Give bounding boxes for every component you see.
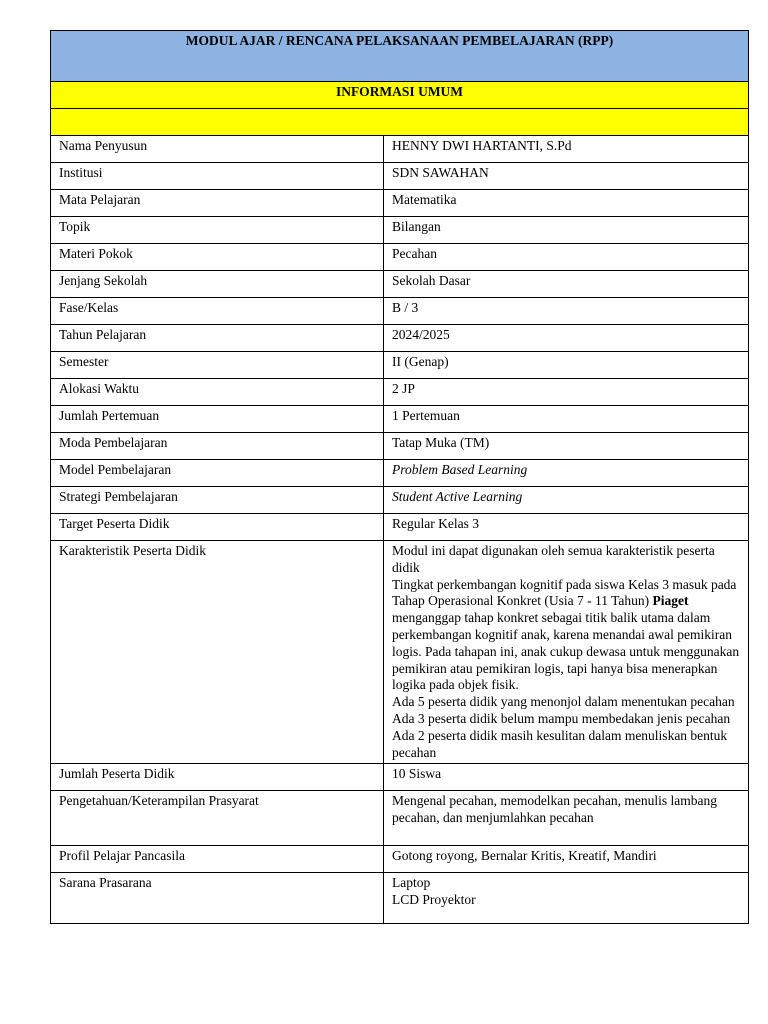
table-row-topik bbox=[51, 217, 749, 244]
document-title: MODUL AJAR / RENCANA PELAKSANAAN PEMBELAJARAN (RPP) bbox=[51, 31, 749, 82]
row-value: Sekolah Dasar bbox=[384, 271, 749, 298]
row-label: Mata Pelajaran bbox=[51, 190, 384, 217]
row-value: Pecahan bbox=[384, 244, 749, 271]
rpp-table bbox=[50, 30, 749, 924]
karakteristik-line-2-pre: Tingkat perkembangan kognitif pada siswa Kelas 3 masuk pada Tahap Operasional Konkret (Usia 7 - 11 Tahun) bbox=[392, 576, 737, 609]
row-value: 2 JP bbox=[384, 379, 749, 406]
table-row-jumlah-pertemuan bbox=[51, 406, 749, 433]
row-value: Tatap Muka (TM) bbox=[384, 433, 749, 460]
table-row-profil-pelajar-pancasila bbox=[51, 846, 749, 873]
table-row-materi-pokok bbox=[51, 244, 749, 271]
row-value: II (Genap) bbox=[384, 352, 749, 379]
row-value: Student Active Learning bbox=[384, 487, 749, 514]
row-value: Problem Based Learning bbox=[384, 460, 749, 487]
table-row-karakteristik bbox=[51, 541, 749, 764]
row-label: Sarana Prasarana bbox=[51, 873, 384, 924]
row-value: 2024/2025 bbox=[384, 325, 749, 352]
row-label: Alokasi Waktu bbox=[51, 379, 384, 406]
title-row bbox=[51, 31, 749, 82]
table-row-strategi-pembelajaran bbox=[51, 487, 749, 514]
row-label: Strategi Pembelajaran bbox=[51, 487, 384, 514]
row-value: B / 3 bbox=[384, 298, 749, 325]
row-value: Matematika bbox=[384, 190, 749, 217]
table-row-prasyarat bbox=[51, 791, 749, 846]
row-label: Moda Pembelajaran bbox=[51, 433, 384, 460]
table-row-alokasi-waktu bbox=[51, 379, 749, 406]
sarana-item-laptop: Laptop bbox=[392, 875, 431, 891]
row-label: Karakteristik Peserta Didik bbox=[51, 541, 384, 764]
row-label: Materi Pokok bbox=[51, 244, 384, 271]
table-row-moda-pembelajaran bbox=[51, 433, 749, 460]
row-value bbox=[384, 873, 749, 924]
row-label: Institusi bbox=[51, 163, 384, 190]
karakteristik-line-4: Ada 3 peserta didik belum mampu membedakan jenis pecahan bbox=[392, 710, 731, 726]
section-heading: INFORMASI UMUM bbox=[51, 82, 749, 109]
table-row-sarana-prasarana bbox=[51, 873, 749, 924]
karakteristik-line-1: Modul ini dapat digunakan oleh semua karakteristik peserta didik bbox=[392, 543, 715, 575]
row-label: Profil Pelajar Pancasila bbox=[51, 846, 384, 873]
table-row-jenjang-sekolah bbox=[51, 271, 749, 298]
karakteristik-line-2-bold: Piaget bbox=[652, 593, 689, 609]
section-row bbox=[51, 82, 749, 109]
row-label: Jenjang Sekolah bbox=[51, 271, 384, 298]
karakteristik-line-2-post: menganggap tahap konkret sebagai titik balik utama dalam perkembangan kognitif anak, karena menandai awal pemikiran logis. Pada tahapan ini, anak cukup dewasa untuk menggunakan pemikiran atau pemikiran logis, tapi hanya bisa menerapkan logika pada objek fisik. bbox=[392, 610, 740, 693]
row-value: Bilangan bbox=[384, 217, 749, 244]
row-value: Gotong royong, Bernalar Kritis, Kreatif, Mandiri bbox=[384, 846, 749, 873]
table-row-institusi bbox=[51, 163, 749, 190]
row-label: Model Pembelajaran bbox=[51, 460, 384, 487]
row-label: Fase/Kelas bbox=[51, 298, 384, 325]
karakteristik-line-5: Ada 2 peserta didik masih kesulitan dalam menuliskan bentuk pecahan bbox=[392, 727, 728, 760]
row-label: Nama Penyusun bbox=[51, 136, 384, 163]
row-value: 10 Siswa bbox=[384, 764, 749, 791]
table-row-nama-penyusun bbox=[51, 136, 749, 163]
row-value: 1 Pertemuan bbox=[384, 406, 749, 433]
sarana-item-lcd-proyektor: LCD Proyektor bbox=[392, 892, 476, 908]
table-row-model-pembelajaran bbox=[51, 460, 749, 487]
table-row-tahun-pelajaran bbox=[51, 325, 749, 352]
row-label: Jumlah Peserta Didik bbox=[51, 764, 384, 791]
table-row-jumlah-peserta-didik bbox=[51, 764, 749, 791]
row-label: Pengetahuan/Keterampilan Prasyarat bbox=[51, 791, 384, 846]
row-label: Target Peserta Didik bbox=[51, 514, 384, 541]
row-label: Topik bbox=[51, 217, 384, 244]
blank-row bbox=[51, 109, 749, 136]
row-label: Jumlah Pertemuan bbox=[51, 406, 384, 433]
table-row-semester bbox=[51, 352, 749, 379]
row-value: SDN SAWAHAN bbox=[384, 163, 749, 190]
table-row-target-peserta-didik bbox=[51, 514, 749, 541]
blank-cell bbox=[51, 109, 749, 136]
table-row-fase-kelas bbox=[51, 298, 749, 325]
row-value: Mengenal pecahan, memodelkan pecahan, menulis lambang pecahan, dan menjumlahkan pecahan bbox=[384, 791, 749, 846]
row-value: HENNY DWI HARTANTI, S.Pd bbox=[384, 136, 749, 163]
row-value: Regular Kelas 3 bbox=[384, 514, 749, 541]
row-label: Semester bbox=[51, 352, 384, 379]
table-row-mata-pelajaran bbox=[51, 190, 749, 217]
row-value bbox=[384, 541, 749, 764]
karakteristik-line-3: Ada 5 peserta didik yang menonjol dalam menentukan pecahan bbox=[392, 694, 735, 710]
karakteristik-line-2 bbox=[392, 577, 740, 695]
row-label: Tahun Pelajaran bbox=[51, 325, 384, 352]
